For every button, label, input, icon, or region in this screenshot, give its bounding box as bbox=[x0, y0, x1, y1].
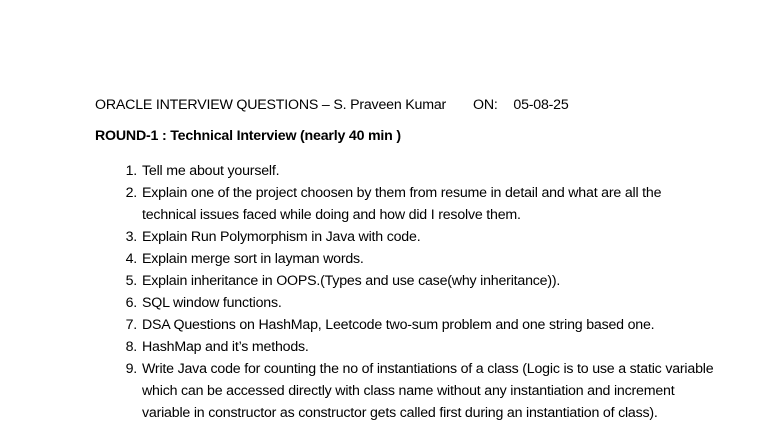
list-item-number: 7. bbox=[125, 317, 137, 333]
date-label: ON: bbox=[473, 97, 498, 113]
list-item bbox=[95, 248, 715, 270]
list-item-number: 5. bbox=[125, 273, 137, 289]
list-item-text: Tell me about yourself. bbox=[142, 163, 280, 179]
list-item bbox=[95, 226, 715, 248]
list-item bbox=[95, 292, 715, 314]
document-title: ORACLE INTERVIEW QUESTIONS – S. Praveen Kumar bbox=[95, 97, 447, 113]
list-item-number: 1. bbox=[125, 163, 137, 179]
question-list bbox=[95, 160, 715, 424]
list-item bbox=[95, 336, 715, 358]
list-item-number: 8. bbox=[125, 339, 137, 355]
list-item bbox=[95, 160, 715, 182]
list-item-text: Write Java code for counting the no of instantiations of a class (Logic is to use a static variable which can be accessed directly with class name without any instantiation and increment variable in constructor as constructor gets called first during an instantiation of class). bbox=[142, 361, 714, 421]
list-item bbox=[95, 314, 715, 336]
list-item-text: Explain merge sort in layman words. bbox=[142, 251, 364, 267]
list-item-number: 3. bbox=[125, 229, 137, 245]
interview-date bbox=[473, 95, 569, 115]
list-item bbox=[95, 270, 715, 292]
list-item bbox=[95, 182, 715, 226]
list-item-number: 6. bbox=[125, 295, 137, 311]
list-item-text: SQL window functions. bbox=[142, 295, 282, 311]
list-item-text: Explain Run Polymorphism in Java with code. bbox=[142, 229, 421, 245]
round-heading: ROUND-1 : Technical Interview (nearly 40 min ) bbox=[95, 128, 401, 144]
list-item bbox=[95, 358, 715, 424]
list-item-number: 9. bbox=[125, 361, 137, 377]
date-value: 05-08-25 bbox=[513, 97, 569, 113]
list-item-text: DSA Questions on HashMap, Leetcode two-sum problem and one string based one. bbox=[142, 317, 655, 333]
list-item-text: Explain inheritance in OOPS.(Types and use case(why inheritance)). bbox=[142, 273, 561, 289]
list-item-text: HashMap and it’s methods. bbox=[142, 339, 309, 355]
list-item-number: 4. bbox=[125, 251, 137, 267]
list-item-text: Explain one of the project choosen by them from resume in detail and what are all the technical issues faced while doing and how did I resolve them. bbox=[142, 185, 662, 223]
list-item-number: 2. bbox=[125, 185, 137, 201]
